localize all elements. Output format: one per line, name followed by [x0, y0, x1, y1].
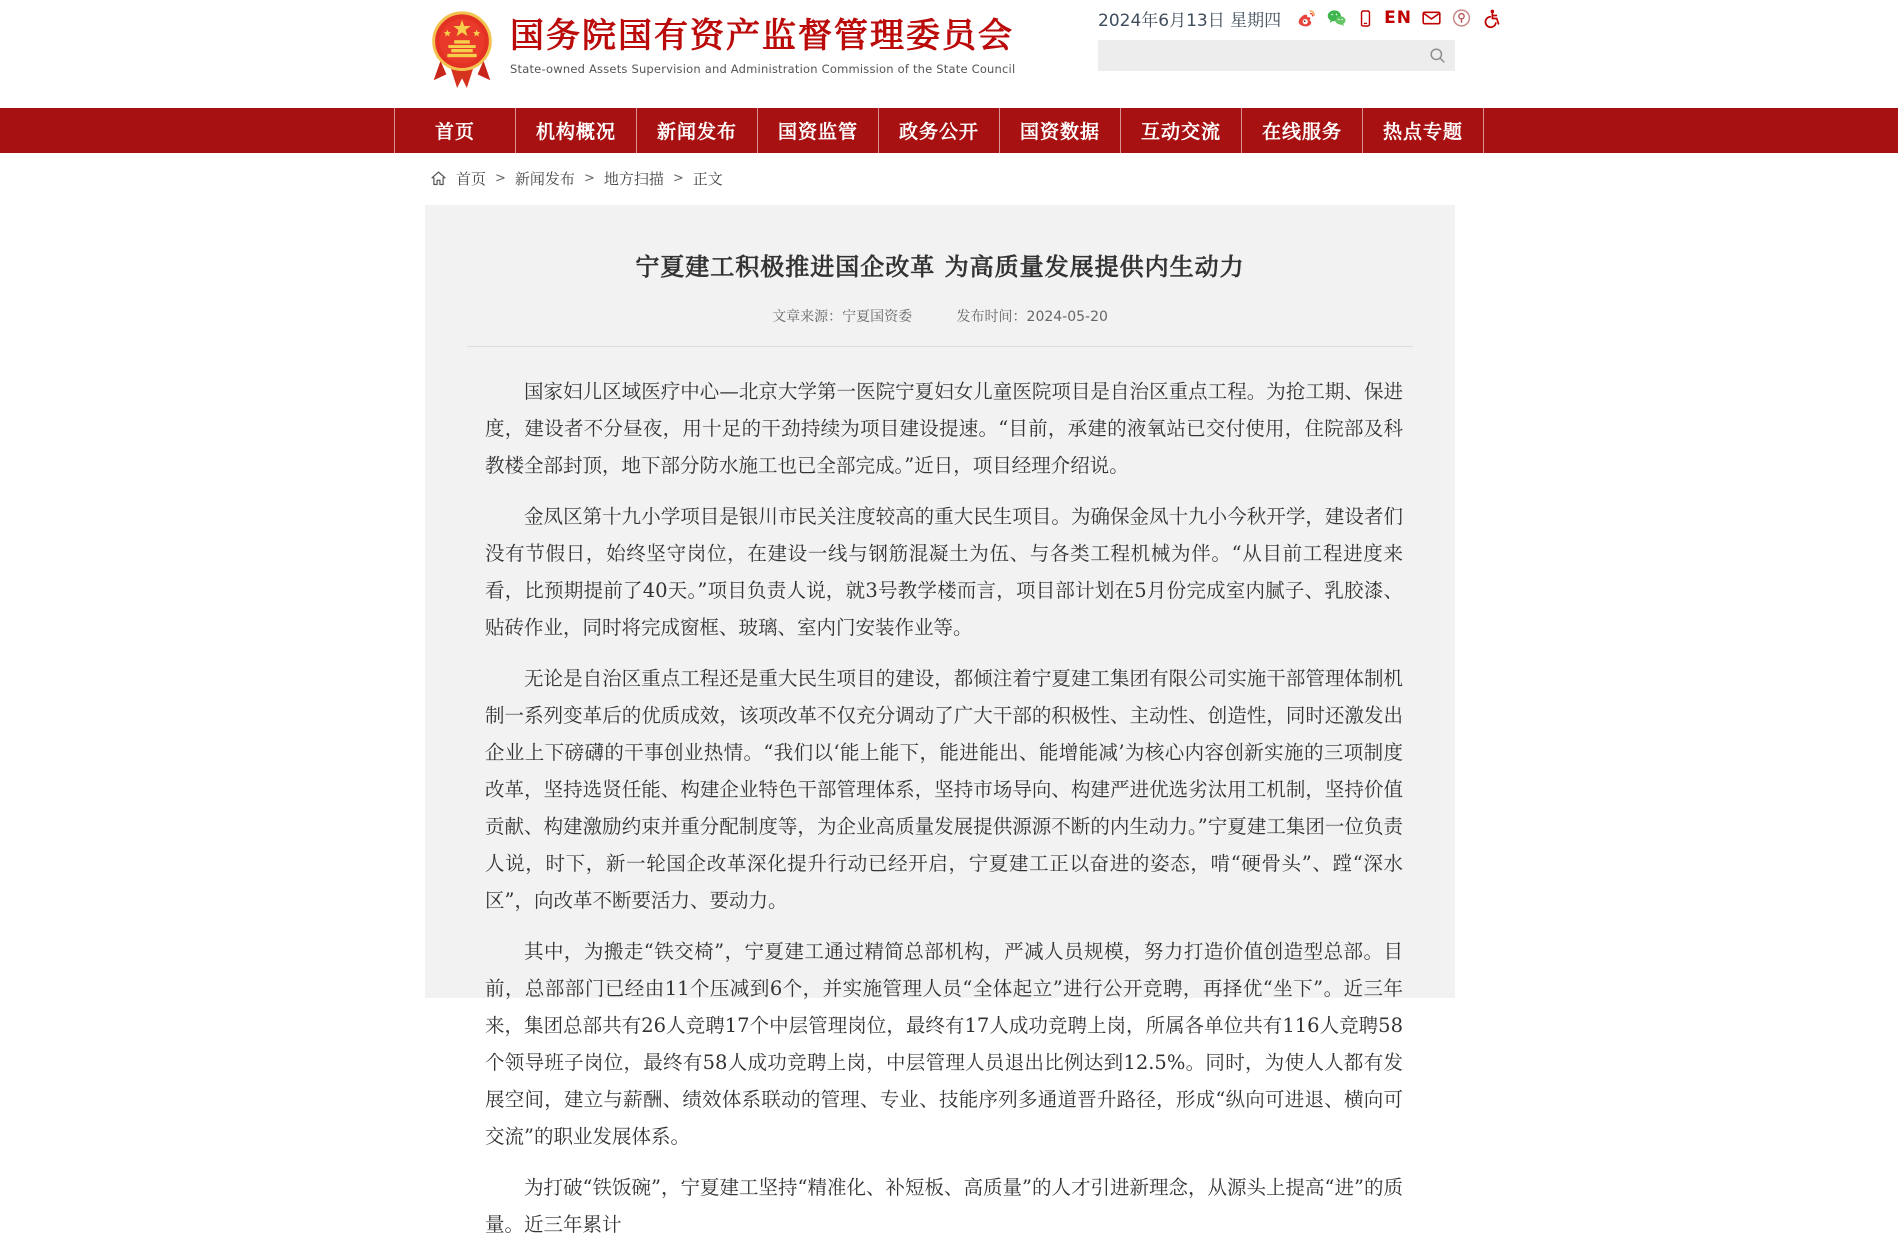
article-paragraph: 为打破“铁饭碗”，宁夏建工坚持“精准化、补短板、高质量”的人才引进新理念，从源头上提高“进”的质量。近三年累计	[485, 1176, 1403, 1236]
site-title: 国务院国有资产监督管理委员会	[510, 16, 1014, 56]
home-icon	[430, 170, 447, 187]
nav-item-services[interactable]: 在线服务	[1242, 108, 1363, 153]
main-nav-items	[394, 108, 1484, 153]
mobile-icon[interactable]	[1356, 8, 1375, 29]
breadcrumb-separator: >	[495, 171, 506, 186]
breadcrumb-home[interactable]: 首页	[456, 170, 487, 188]
wechat-icon[interactable]	[1326, 8, 1347, 29]
article-paragraph: 无论是自治区重点工程还是重大民生项目的建设，都倾注着宁夏建工集团有限公司实施干部管理体制机制一系列变革后的优质成效，该项改革不仅充分调动了广大干部的积极性、主动性、创造性，同时还激发出企业上下磅礴的干事创业热情。“我们以‘能上能下，能进能出、能增能减’为核心内容创新实施的三项制度改革，坚持选贤任能、构建企业特色干部管理体系，坚持市场导向、构建严进优选劣汰用工机制，坚持价值贡献、构建激励约束并重分配制度等，为企业高质量发展提供源源不断的内生动力。”宁夏建工集团一位负责人说，时下，新一轮国企改革深化提升行动已经开启，宁夏建工正以奋进的姿态，啃“硬骨头”、蹚“深水区”，向改革不断要活力、要动力。	[485, 667, 1403, 912]
breadcrumb-news[interactable]: 新闻发布	[514, 170, 575, 188]
article-paragraph: 金凤区第十九小学项目是银川市民关注度较高的重大民生项目。为确保金凤十九小今秋开学，建设者们没有节假日，始终坚守岗位，在建设一线与钢筋混凝土为伍、与各类工程机械为伴。“从目前工程进度来看，比预期提前了40天。”项目负责人说，就3号教学楼而言，项目部计划在5月份完成室内腻子、乳胶漆、贴砖作业，同时将完成窗框、玻璃、室内门安装作业等。	[485, 505, 1403, 639]
date-icon-row	[1098, 6, 1458, 30]
article-title: 宁夏建工积极推进国企改革 为高质量发展提供内生动力	[635, 253, 1245, 281]
article-paragraph: 国家妇儿区域医疗中心—北京大学第一医院宁夏妇女儿童医院项目是自治区重点工程。为抢工期、保进度，建设者不分昼夜，用十足的干劲持续为项目建设提速。“目前，承建的液氧站已交付使用，住院部及科教楼全部封顶，地下部分防水施工也已全部完成。”近日，项目经理介绍说。	[485, 380, 1403, 477]
language-en-link[interactable]: EN	[1384, 8, 1412, 28]
search-button[interactable]	[1419, 40, 1455, 71]
brand-text	[510, 8, 1015, 76]
breadcrumb-separator: >	[583, 171, 595, 186]
article-paragraph: 其中，为搬走“铁交椅”，宁夏建工通过精简总部机构，严减人员规模，努力打造价值创造型总部。目前，总部部门已经由11个压减到6个，并实施管理人员“全体起立”进行公开竞聘，再择优“坐下”。近三年来，集团总部共有26人竞聘17个中层管理岗位，最终有17人成功竞聘上岗，所属各单位共有116人竞聘58个领导班子岗位，最终有58人成功竞聘上岗，中层管理人员退出比例达到12.5%。同时，为使人人都有发展空间，建立与薪酬、绩效体系联动的管理、专业、技能序列多通道晋升路径，形成“纵向可进退、横向可交流”的职业发展体系。	[485, 940, 1403, 1148]
breadcrumb-local-scan[interactable]: 地方扫描	[603, 170, 664, 188]
nav-item-data[interactable]: 国资数据	[1000, 108, 1121, 153]
article-publish-time: 发布时间：2024-05-20	[956, 309, 1108, 325]
breadcrumb-current: 正文	[692, 170, 723, 188]
nav-item-about[interactable]: 机构概况	[516, 108, 637, 153]
mail-icon[interactable]	[1421, 8, 1442, 29]
nav-item-gov-affairs[interactable]: 政务公开	[879, 108, 1000, 153]
header-utility	[1098, 6, 1458, 30]
nav-item-supervision[interactable]: 国资监管	[758, 108, 879, 153]
current-date: 2024年6月13日 星期四	[1098, 10, 1282, 31]
search-icon	[1428, 46, 1447, 65]
search-input[interactable]	[1098, 40, 1419, 71]
breadcrumb	[430, 168, 723, 189]
search-bar	[1098, 40, 1455, 71]
accessibility-icon[interactable]	[1481, 8, 1502, 29]
nav-item-interaction[interactable]: 互动交流	[1121, 108, 1242, 153]
national-emblem-logo	[430, 8, 494, 90]
nav-item-home[interactable]: 首页	[395, 108, 516, 153]
media-badge-icon[interactable]	[1451, 8, 1472, 29]
article-source: 文章来源：宁夏国资委	[772, 309, 913, 325]
article-body	[425, 347, 1455, 1243]
site-subtitle: State-owned Assets Supervision and Administration Commission of the State Council	[510, 62, 1016, 77]
breadcrumb-separator: >	[672, 171, 684, 186]
site-brand	[430, 8, 1015, 90]
nav-item-topics[interactable]: 热点专题	[1363, 108, 1484, 153]
article-card	[425, 205, 1455, 1236]
weibo-icon[interactable]	[1296, 8, 1317, 29]
nav-item-news[interactable]: 新闻发布	[637, 108, 758, 153]
main-nav	[0, 108, 1898, 153]
site-header	[0, 0, 1898, 108]
article-meta	[425, 306, 1455, 326]
